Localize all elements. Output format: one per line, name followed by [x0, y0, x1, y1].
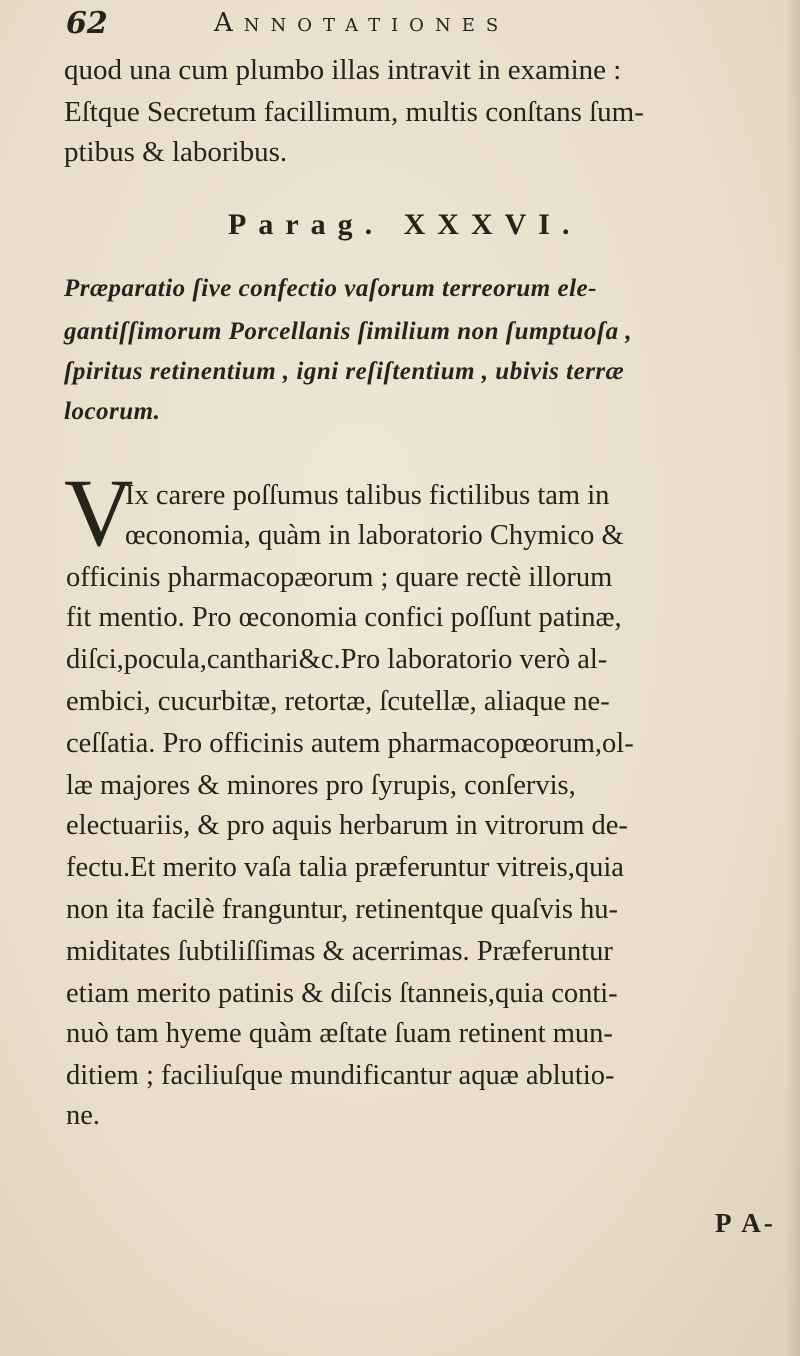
- body-line: ditiem ; faciliuſque mundificantur aquæ ablutio-: [66, 1060, 615, 1091]
- body-line: fit mentio. Pro œconomia confici poſſunt patinæ,: [66, 602, 622, 633]
- running-head: Annotationes: [214, 8, 510, 38]
- body-line: miditates ſubtiliſſimas & acerrimas. Præferuntur: [66, 936, 613, 967]
- body-line: electuariis, & pro aquis herbarum in vitrorum de-: [66, 810, 628, 841]
- body-line: læ majores & minores pro ſyrupis, conſervis,: [66, 770, 576, 801]
- body-line: Ix carere poſſumus talibus fictilibus tam in: [125, 480, 610, 511]
- intro-line: quod una cum plumbo illas intravit in examine :: [64, 54, 622, 86]
- section-title-line: gantiſſimorum Porcellanis ſimilium non ſumptuoſa ,: [64, 318, 633, 345]
- drop-cap: V: [64, 459, 134, 566]
- section-title-line: locorum.: [64, 398, 161, 425]
- catchword: P A-: [715, 1208, 776, 1238]
- body-line: embici, cucurbitæ, retortæ, ſcutellæ, aliaque ne-: [66, 686, 610, 717]
- body-line: nuò tam hyeme quàm æſtate ſuam retinent mun-: [66, 1018, 613, 1049]
- section-title-line: ſpiritus retinentium , igni reſiſtentium , ubivis terræ: [64, 358, 625, 385]
- section-heading: Parag. XXXVI.: [228, 208, 582, 241]
- body-line: ceſſatia. Pro officinis autem pharmacopœorum,ol-: [66, 728, 634, 759]
- body-line: non ita facilè franguntur, retinentque quaſvis hu-: [66, 894, 619, 925]
- page-edge-shadow: [786, 0, 800, 1356]
- body-line: etiam merito patinis & diſcis ſtanneis,quia conti-: [66, 978, 618, 1009]
- body-line: officinis pharmacopæorum ; quare rectè illorum: [66, 562, 613, 593]
- body-line: diſci,pocula,canthari&c.Pro laboratorio verò al-: [66, 644, 608, 675]
- body-line: ne.: [66, 1100, 101, 1131]
- body-line: œconomia, quàm in laboratorio Chymico &: [125, 520, 624, 551]
- body-line: fectu.Et merito vaſa talia præferuntur vitreis,quia: [66, 852, 624, 883]
- intro-line: Eſtque Secretum facillimum, multis conſtans ſum-: [64, 96, 644, 128]
- section-title-line: Præparatio ſive confectio vaſorum terreorum ele-: [64, 275, 597, 302]
- page-header: [66, 6, 766, 46]
- intro-line: ptibus & laboribus.: [64, 136, 288, 168]
- page-number: 62: [66, 6, 108, 41]
